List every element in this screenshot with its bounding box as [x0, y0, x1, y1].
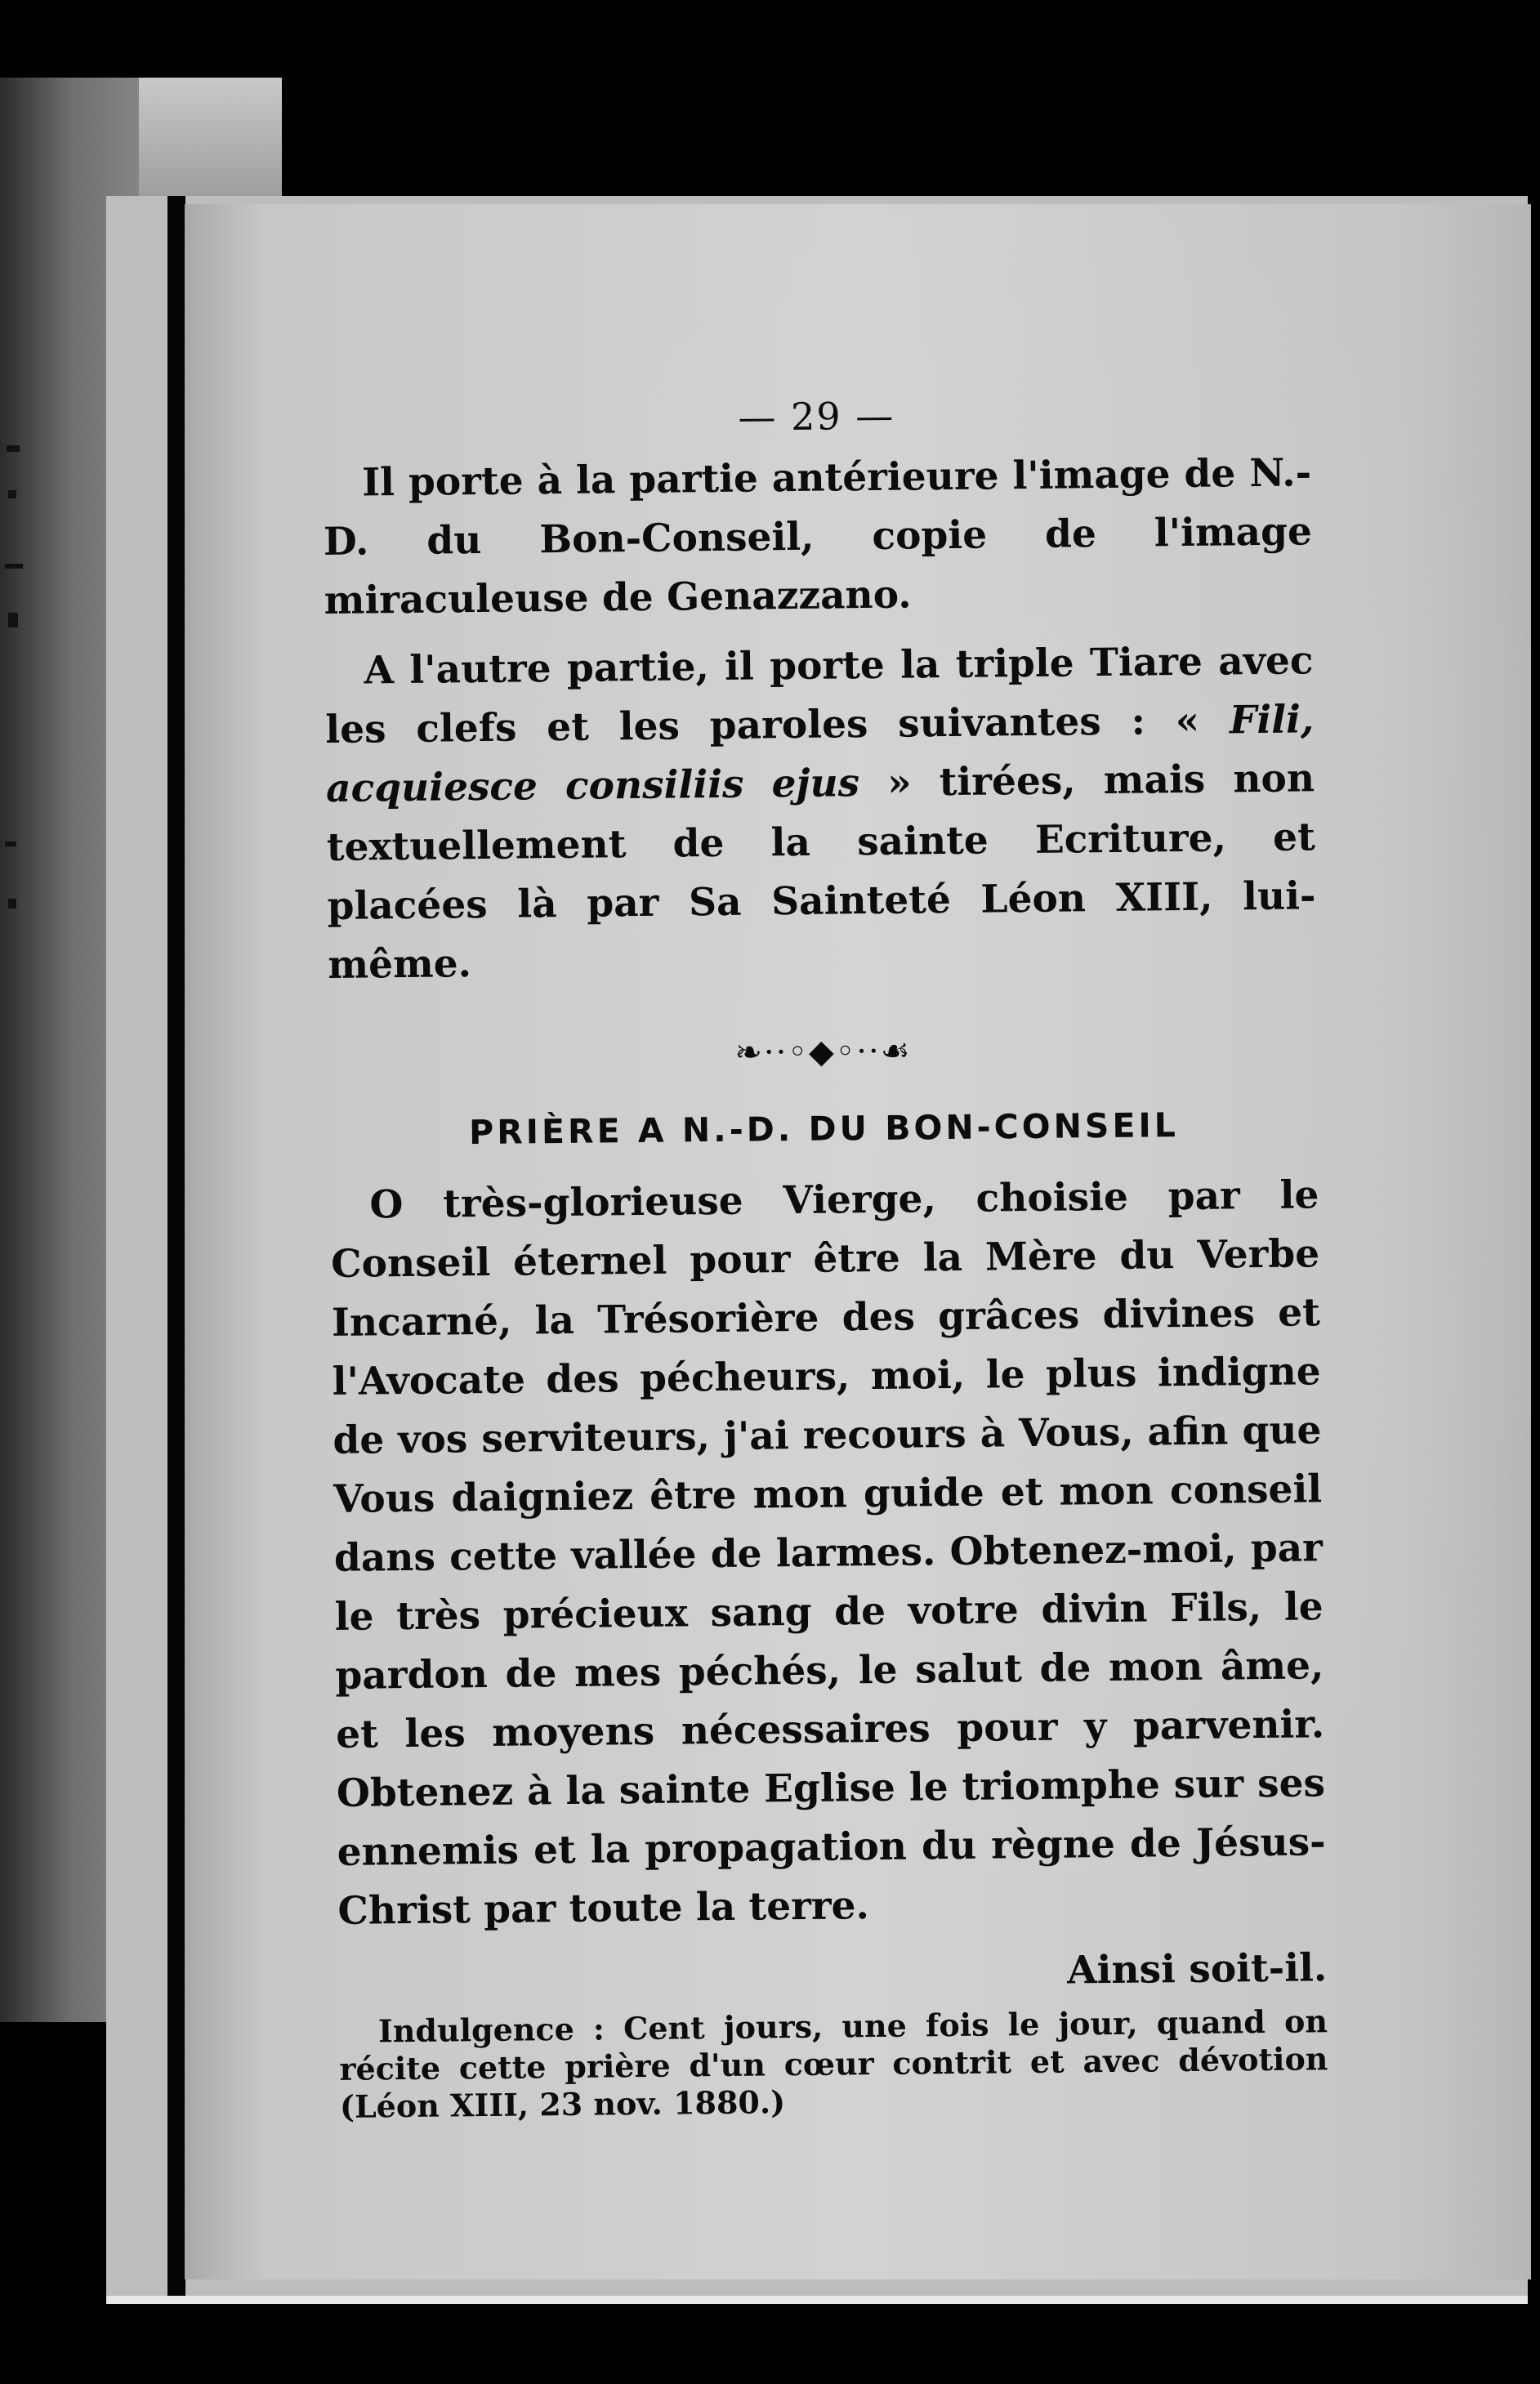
paragraph-image-description	[323, 444, 1313, 631]
latin-quote: Fili, acquiesce consiliis ejus	[325, 697, 1315, 811]
page-content	[322, 382, 1328, 2126]
left-page-mark	[8, 490, 16, 498]
indulgence-note	[339, 2002, 1328, 2126]
indulgence-label: Indulgence :	[377, 2010, 605, 2050]
prayer-closing: Ainsi soit-il.	[1066, 1945, 1328, 1993]
left-page-mark	[5, 842, 16, 846]
left-page-mark	[7, 445, 20, 452]
paragraph-tiare-description	[324, 632, 1316, 995]
paragraph-text-before: A l'autre partie, il porte la triple Tiare avec les clefs et les paroles suivantes : «	[325, 638, 1314, 752]
left-page-mark	[5, 564, 23, 569]
prayer-title: PRIÈRE A N.-D. DU BON-CONSEIL	[468, 1105, 1180, 1153]
paragraph-text-after: » tirées, mais non textuellement de la sainte Ecriture, et placées là par Sa Sainteté Léon XIII, lui-même.	[326, 756, 1316, 988]
indulgence-text: Cent jours, une fois le jour, quand on récite cette prière d'un cœur contrit et avec dévotion (Léon XIII, 23 nov. 1880.)	[339, 2002, 1328, 2125]
prayer-text: O très-glorieuse Vierge, choisie par le Conseil éternel pour être la Mère du Verbe Incarné, la Trésorière des grâces divines et l'Avocate des pécheurs, moi, le plus indigne de vos serviteurs, j'ai recours à Vous, afin que Vous daigniez être mon guide et mon conseil dans cette vallée de larmes. Obtenez-moi, par le très précieux sang de votre divin Fils, le pardon de mes péchés, le salut de mon âme, et les moyens nécessaires pour y parvenir. Obtenez à la sainte Eglise le triomphe sur ses ennemis et la propagation du règne de Jésus-Christ par toute la terre.	[330, 1172, 1326, 1934]
book-page	[185, 204, 1531, 2279]
section-ornament: ❧··◦◆◦··☙	[734, 1032, 912, 1072]
page-number: — 29 —	[738, 393, 895, 440]
book-spine	[167, 196, 185, 2296]
paragraph-text: Il porte à la partie antérieure l'image de N.-D. du Bon-Conseil, copie de l'image miraculeuse de Genazzano.	[323, 450, 1313, 623]
left-page-edge	[139, 78, 282, 200]
left-page-mark	[8, 899, 16, 909]
left-page-mark	[8, 613, 18, 627]
